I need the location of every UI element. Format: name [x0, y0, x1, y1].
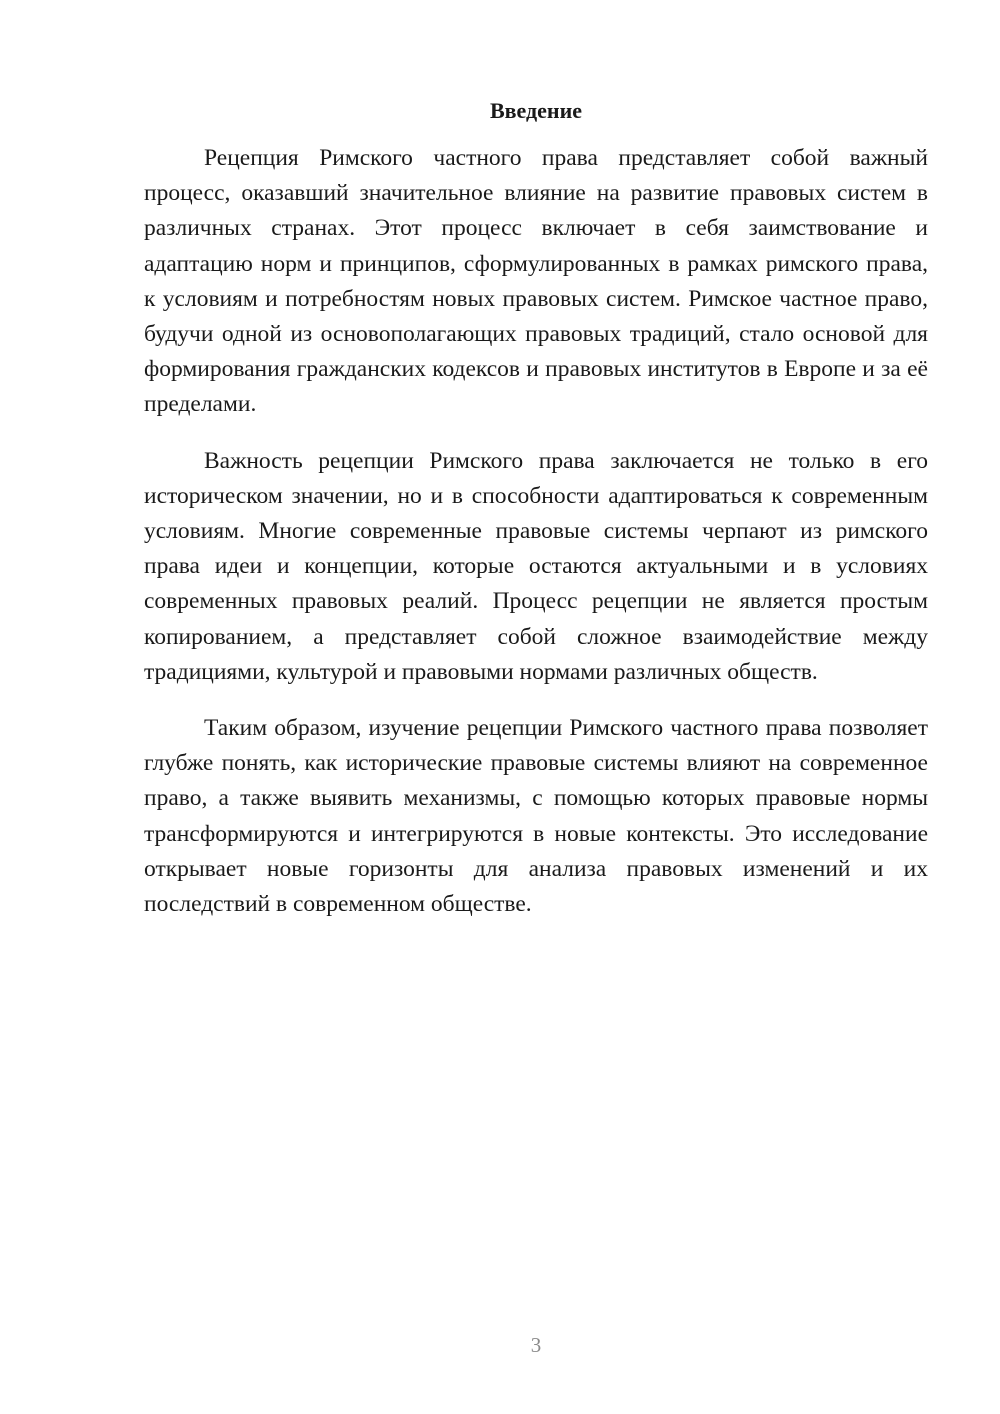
body-text [144, 141, 928, 943]
paragraph-1: Рецепция Римского частного права представляет собой важный процесс, оказавший значительное влияние на развитие правовых систем в различных странах. Этот процесс включает в себя заимствование и адаптацию норм и принципов, сформулированных в рамках римского права, к условиям и потребностям новых правовых систем. Римское частное право, будучи одной из основополагающих правовых традиций, стало основой для формирования гражданских кодексов и правовых институтов в Европе и за её пределами. [144, 145, 928, 418]
paragraph-3: Таким образом, изучение рецепции Римского частного права позволяет глубже понять, как исторические правовые системы влияют на современное право, а также выявить механизмы, с помощью которых правовые нормы трансформируются и интегрируются в новые контексты. Это исследование открывает новые горизонты для анализа правовых изменений и их последствий в современном обществе. [144, 715, 928, 918]
paragraph-2: Важность рецепции Римского права заключается не только в его историческом значении, но и в способности адаптироваться к современным условиям. Многие современные правовые системы черпают из римского права идеи и концепции, которые остаются актуальными и в условиях современных правовых реалий. Процесс рецепции не является простым копированием, а представляет собой сложное взаимодействие между традициями, культурой и правовыми нормами различных обществ. [144, 447, 928, 685]
page-number: 3 [530, 1333, 542, 1357]
section-heading: Введение [489, 98, 583, 123]
